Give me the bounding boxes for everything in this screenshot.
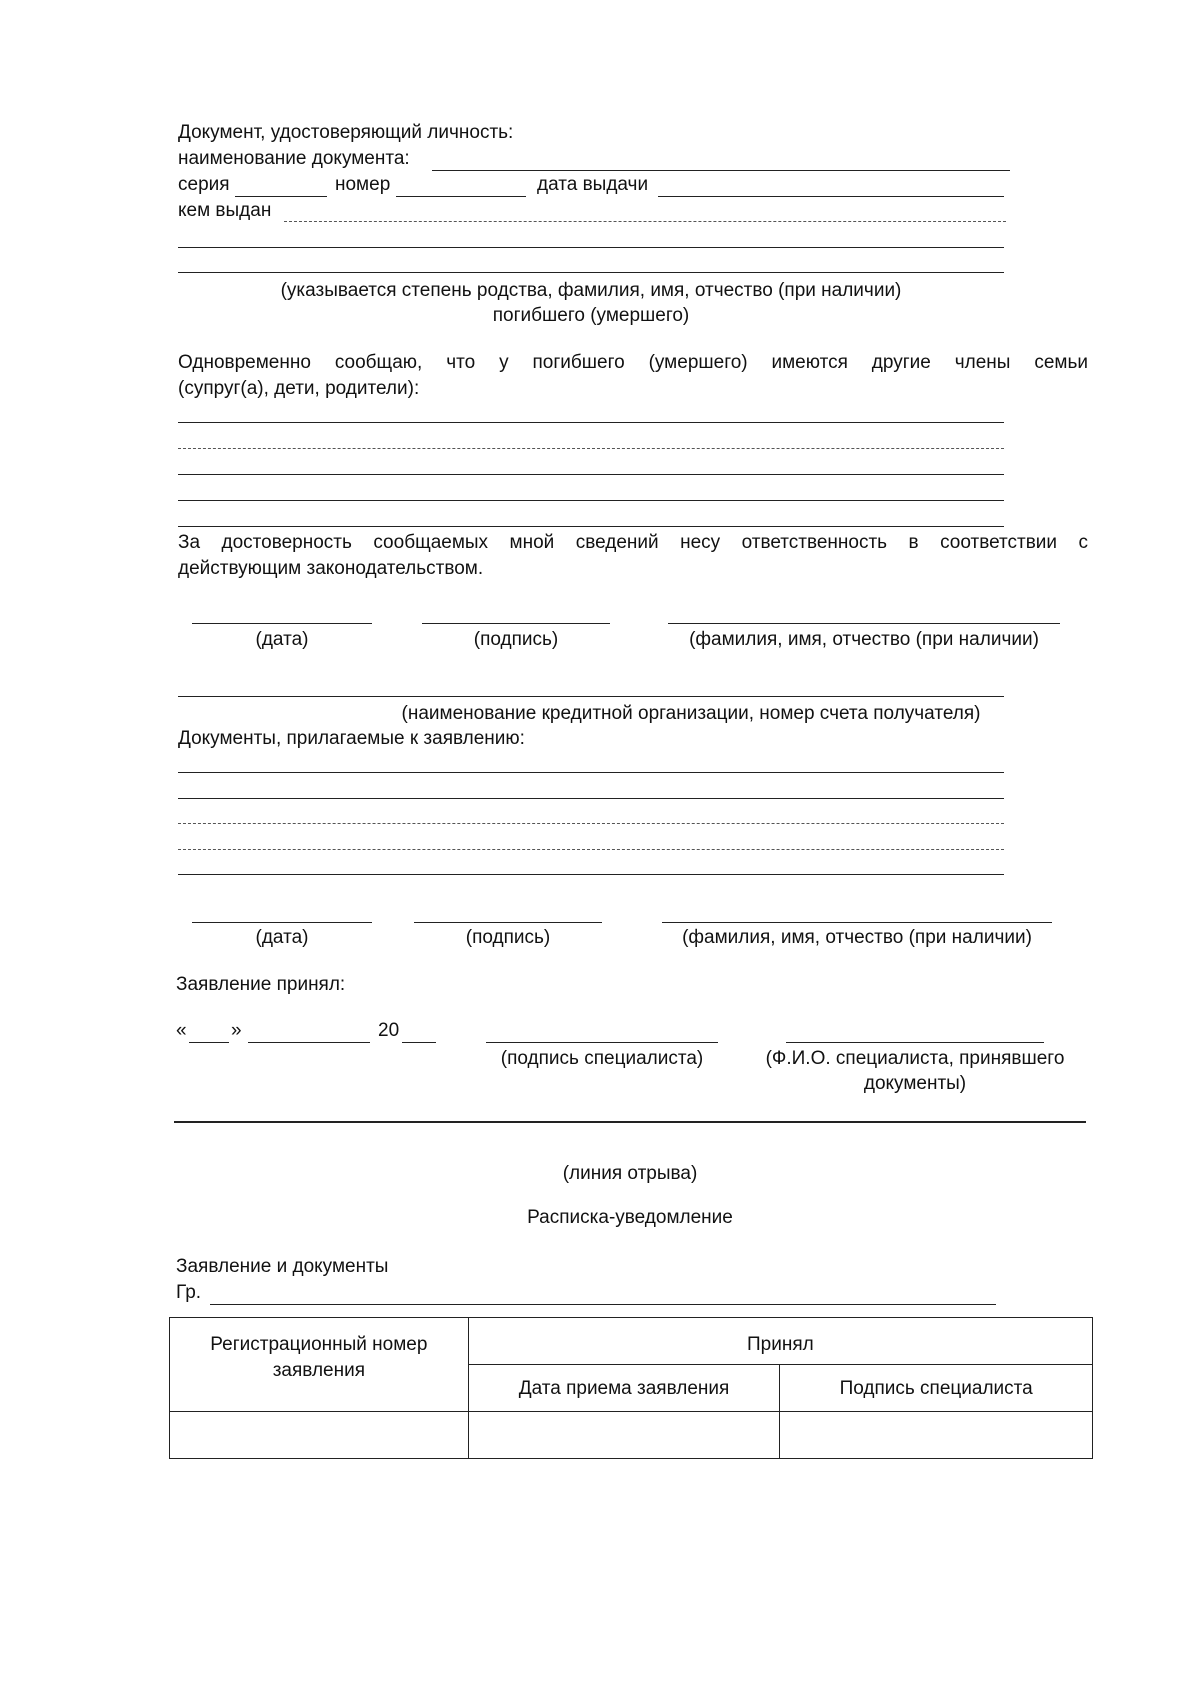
specialist-name-field[interactable] [786, 1042, 1044, 1043]
responsibility-text-line1: За достоверность сообщаемых мной сведений несу ответственность в соответствии с [178, 532, 1088, 553]
name-caption-1: (фамилия, имя, отчество (при наличии) [689, 629, 1039, 650]
date-field-1[interactable] [192, 623, 372, 624]
family-field-4[interactable] [178, 500, 1004, 501]
acceptance-heading: Заявление принял: [176, 974, 346, 995]
doc-name-field[interactable] [432, 170, 1010, 171]
issue-date-label: дата выдачи [537, 174, 649, 195]
reg-number-header [170, 1318, 469, 1412]
signature-field-2[interactable] [414, 922, 602, 923]
signature-field-1[interactable] [422, 623, 610, 624]
reg-number-header-line2: заявления [272, 1360, 365, 1381]
family-field-2[interactable] [178, 448, 1004, 449]
reg-number-header-line1: Регистрационный номер [210, 1334, 428, 1355]
receipt-title: Расписка-уведомление [527, 1207, 733, 1228]
name-field-1[interactable] [668, 623, 1060, 624]
number-field[interactable] [396, 196, 526, 197]
attachments-heading: Документы, прилагаемые к заявлению: [178, 728, 525, 749]
family-field-3[interactable] [178, 474, 1004, 475]
date-field-2[interactable] [192, 922, 372, 923]
reg-number-cell[interactable] [170, 1412, 469, 1459]
receipt-table [169, 1317, 1093, 1459]
signature-cell[interactable] [780, 1412, 1093, 1459]
issued-by-field-2[interactable] [178, 247, 1004, 248]
specialist-name-caption-line1: (Ф.И.О. специалиста, принявшего [765, 1048, 1065, 1069]
series-field[interactable] [235, 196, 327, 197]
family-field-1[interactable] [178, 422, 1004, 423]
signature-caption-1: (подпись) [473, 629, 559, 650]
family-field-5[interactable] [178, 526, 1004, 527]
family-text-line1: Одновременно сообщаю, что у погибшего (умершего) имеются другие члены семьи [178, 352, 1088, 373]
year-prefix: 20 [378, 1020, 400, 1041]
date-cell[interactable] [468, 1412, 780, 1459]
attachments-field-1[interactable] [178, 772, 1004, 773]
signature-header: Подпись специалиста [780, 1365, 1093, 1412]
attachments-field-2[interactable] [178, 798, 1004, 799]
attachments-field-4[interactable] [178, 849, 1004, 850]
bank-field[interactable] [178, 696, 1004, 697]
relation-caption-line1: (указывается степень родства, фамилия, имя, отчество (при наличии) [280, 280, 902, 301]
name-caption-2: (фамилия, имя, отчество (при наличии) [682, 927, 1032, 948]
doc-name-label: наименование документа: [178, 148, 410, 169]
quote-open: « [176, 1020, 187, 1041]
tear-line-caption: (линия отрыва) [562, 1163, 698, 1184]
specialist-signature-caption: (подпись специалиста) [500, 1048, 704, 1069]
date-header: Дата приема заявления [468, 1365, 780, 1412]
acceptance-year-field[interactable] [402, 1042, 436, 1043]
issued-by-label: кем выдан [178, 200, 272, 221]
attachments-field-5[interactable] [178, 874, 1004, 875]
date-caption-1: (дата) [255, 629, 309, 650]
acceptance-month-field[interactable] [248, 1042, 370, 1043]
relation-field[interactable] [178, 272, 1004, 273]
specialist-name-caption-line2: документы) [863, 1073, 967, 1094]
bank-caption: (наименование кредитной организации, номер счета получателя) [401, 703, 981, 724]
issued-by-field[interactable] [284, 221, 1006, 222]
tear-line [174, 1121, 1086, 1123]
issue-date-field[interactable] [658, 196, 1004, 197]
quote-close: » [231, 1020, 242, 1041]
number-label: номер [335, 174, 391, 195]
series-label: серия [178, 174, 230, 195]
accepted-header: Принял [468, 1318, 1092, 1365]
relation-caption-line2: погибшего (умершего) [492, 305, 690, 326]
signature-caption-2: (подпись) [465, 927, 551, 948]
acceptance-day-field[interactable] [189, 1042, 229, 1043]
identity-heading: Документ, удостоверяющий личность: [178, 122, 514, 143]
specialist-signature-field[interactable] [486, 1042, 718, 1043]
responsibility-text-line2: действующим законодательством. [178, 558, 484, 579]
family-text-line2: (супруг(а), дети, родители): [178, 378, 420, 399]
citizen-name-field[interactable] [210, 1304, 996, 1305]
attachments-field-3[interactable] [178, 823, 1004, 824]
name-field-2[interactable] [662, 922, 1052, 923]
receipt-text: Заявление и документы [176, 1256, 389, 1277]
date-caption-2: (дата) [255, 927, 309, 948]
citizen-prefix: Гр. [176, 1282, 202, 1303]
